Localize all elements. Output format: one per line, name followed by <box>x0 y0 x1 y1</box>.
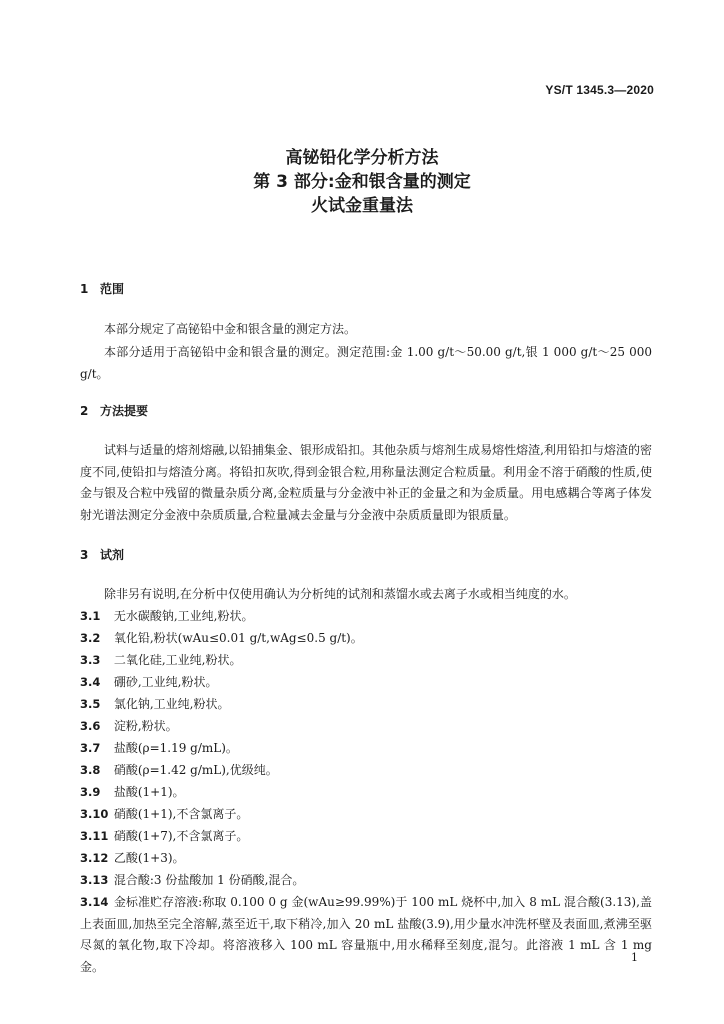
item-number: 3.5 <box>80 697 101 711</box>
item-number: 3.4 <box>80 675 101 689</box>
standard-code: YS/T 1345.3—2020 <box>545 83 654 97</box>
item-number: 3.10 <box>80 807 109 821</box>
list-item <box>80 672 652 694</box>
item-number: 3.2 <box>80 631 101 645</box>
item-text: 硝酸(1+1),不含氯离子。 <box>113 807 249 821</box>
item-number: 3.7 <box>80 741 101 755</box>
item-text: 氯化钠,工业纯,粉状。 <box>113 697 230 711</box>
list-item <box>80 804 652 826</box>
section-title: 方法提要 <box>100 404 149 418</box>
page-number: 1 <box>631 951 638 964</box>
list-item <box>80 826 652 848</box>
list-item <box>80 738 652 760</box>
item-text: 硝酸(1+7),不含氯离子。 <box>113 829 249 843</box>
section-2-paragraph-1: 试料与适量的熔剂熔融,以铅捕集金、银形成铅扣。其他杂质与熔剂生成易熔性熔渣,利用铅扣与熔渣的密度不同,使铅扣与熔渣分离。将铅扣灰吹,得到金银合粒,用称量法测定合粒质量。利用金不溶于硝酸的性质,使金与银及合粒中残留的微量杂质分离,金粒质量与分金液中补正的金量之和为金质量。用电感耦合等离子体发射光谱法测定分金液中杂质质量,合粒量减去金量与分金液中杂质质量即为银质量。 <box>80 443 652 522</box>
item-text: 二氧化硅,工业纯,粉状。 <box>113 653 242 667</box>
list-item <box>80 760 652 782</box>
item-text: 氧化铅,粉状(wAu≤0.01 g/t,wAg≤0.5 g/t)。 <box>113 631 363 645</box>
item-text: 盐酸(1+1)。 <box>113 785 185 799</box>
item-number: 3.13 <box>80 873 109 887</box>
section-1-paragraph-2: 本部分适用于高铋铅中金和银含量的测定。测定范围:金 1.00 g/t～50.00 g/t,银 1 000 g/t～25 000 g/t。 <box>80 345 652 381</box>
item-number: 3.1 <box>80 609 101 623</box>
list-item <box>80 716 652 738</box>
item-number: 3.14 <box>80 895 109 909</box>
section-1-heading <box>80 280 124 297</box>
item-text: 混合酸:3 份盐酸加 1 份硝酸,混合。 <box>113 873 305 887</box>
section-3-heading <box>80 546 124 563</box>
section-number: 1 <box>80 282 89 296</box>
list-item <box>80 606 652 628</box>
title-line-2: 第 3 部分:金和银含量的测定 <box>253 172 471 192</box>
item-text: 硼砂,工业纯,粉状。 <box>113 675 218 689</box>
list-item <box>80 628 652 650</box>
item-text: 金标准贮存溶液:称取 0.100 0 g 金(wAu≥99.99%)于 100 mL 烧杯中,加入 8 mL 混合酸(3.13),盖上表面皿,加热至完全溶解,蒸至近干,取下稍冷,加入 20 mL 盐酸(3.9),用少量水冲洗杯壁及表面皿,煮沸至驱尽氮的氧化物,取下冷却。将溶液移入 100 mL 容量瓶中,用水稀释至刻度,混匀。此溶液 1 mL 含 1 mg 金。 <box>80 895 652 974</box>
item-number: 3.6 <box>80 719 101 733</box>
list-item <box>80 870 652 892</box>
section-1-paragraph-1: 本部分规定了高铋铅中金和银含量的测定方法。 <box>104 322 357 336</box>
section-title: 试剂 <box>100 548 125 562</box>
item-number: 3.8 <box>80 763 101 777</box>
list-item <box>80 892 652 978</box>
item-number: 3.11 <box>80 829 109 843</box>
section-title: 范围 <box>100 282 125 296</box>
section-2-heading <box>80 402 148 419</box>
item-number: 3.3 <box>80 653 101 667</box>
document-title <box>0 146 724 218</box>
list-item <box>80 848 652 870</box>
item-number: 3.12 <box>80 851 109 865</box>
item-text: 硝酸(ρ=1.42 g/mL),优级纯。 <box>113 763 278 777</box>
item-number: 3.9 <box>80 785 101 799</box>
title-line-1: 高铋铅化学分析方法 <box>285 148 439 168</box>
list-item <box>80 650 652 672</box>
item-text: 淀粉,粉状。 <box>113 719 178 733</box>
item-text: 盐酸(ρ=1.19 g/mL)。 <box>113 741 238 755</box>
item-text: 无水碳酸钠,工业纯,粉状。 <box>113 609 254 623</box>
item-text: 乙酸(1+3)。 <box>113 851 185 865</box>
section-3-intro: 除非另有说明,在分析中仅使用确认为分析纯的试剂和蒸馏水或去离子水或相当纯度的水。 <box>104 587 576 601</box>
list-item <box>80 782 652 804</box>
list-item <box>80 694 652 716</box>
section-number: 3 <box>80 548 89 562</box>
title-line-3: 火试金重量法 <box>311 196 413 216</box>
section-number: 2 <box>80 404 89 418</box>
